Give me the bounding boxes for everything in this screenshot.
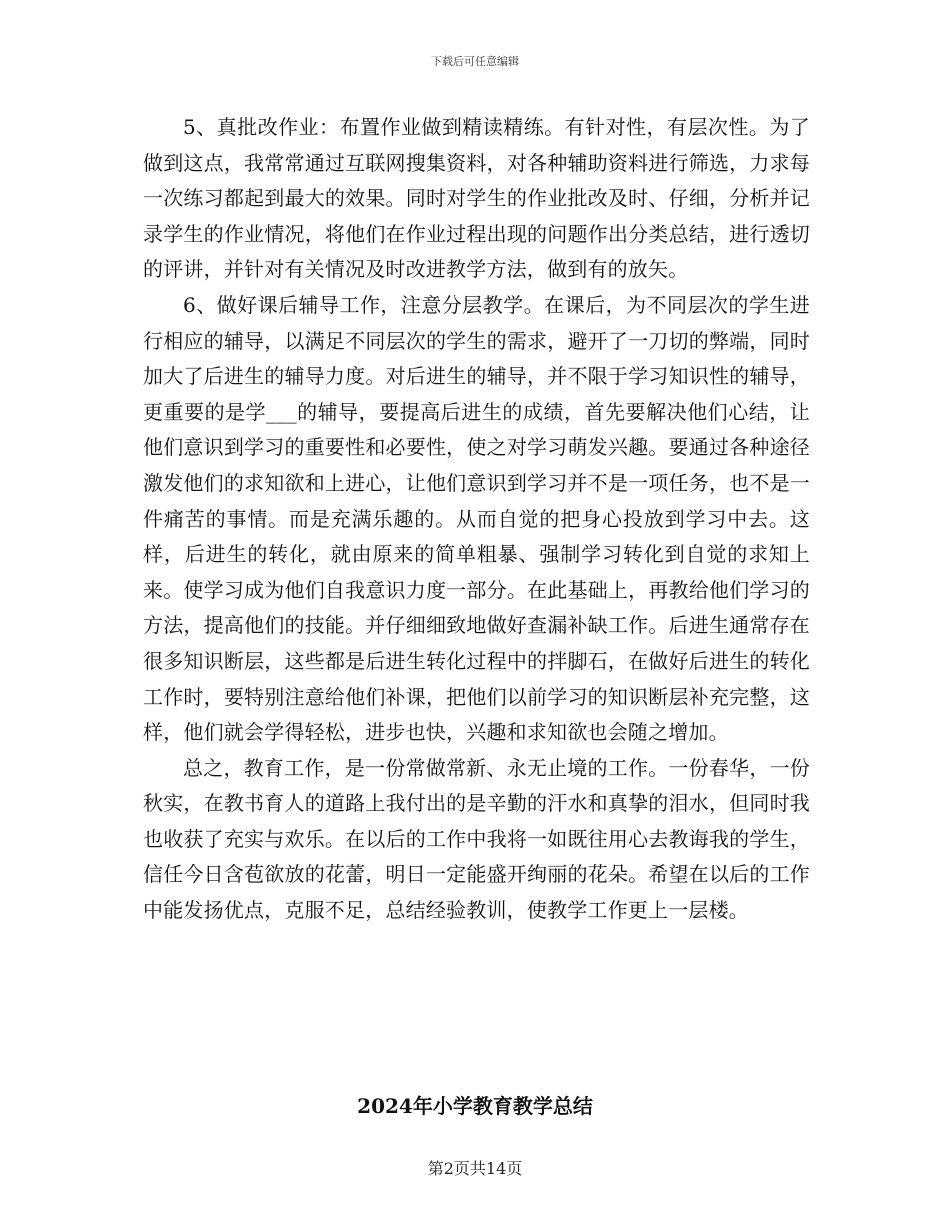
paragraph-homework: 5、真批改作业：布置作业做到精读精练。有针对性，有层次性。为了做到这点，我常常通过互联网搜集资料，对各种辅助资料进行筛选，力求每一次练习都起到最大的效果。同时对学生的作业批改及时、仔细，分析并记录学生的作业情况，将他们在作业过程出现的问题作出分类总结，进行透切的评讲，并针对有关情况及时改进教学方法，做到有的放矢。 bbox=[143, 115, 810, 282]
paragraph-tutoring: 6、做好课后辅导工作，注意分层教学。在课后，为不同层次的学生进行相应的辅导，以满足不同层次的学生的需求，避开了一刀切的弊端，同时加大了后进生的辅导力度。对后进生的辅导，并不限于学习知识性的辅导，更重要的是学___的辅导，要提高后进生的成绩，首先要解决他们心结，让他们意识到学习的重要性和必要性，使之对学习萌发兴趣。要通过各种途径激发他们的求知欲和上进心，让他们意识到学习并不是一项任务，也不是一件痛苦的事情。而是充满乐趣的。从而自觉的把身心投放到学习中去。这样，后进生的转化，就由原来的简单粗暴、强制学习转化到自觉的求知上来。使学习成为他们自我意识力度一部分。在此基础上，再教给他们学习的方法，提高他们的技能。并仔细细致地做好查漏补缺工作。后进生通常存在很多知识断层，这些都是后进生转化过程中的拌脚石，在做好后进生的转化工作时，要特别注意给他们补课，把他们以前学习的知识断层补充完整，这样，他们就会学得轻松，进步也快，兴趣和求知欲也会随之增加。 bbox=[143, 292, 810, 745]
section-title: 2024年小学教育教学总结 bbox=[357, 1094, 593, 1118]
page-footer: 第2页共14页 bbox=[427, 1159, 523, 1178]
page-header: 下载后可任意编辑 bbox=[431, 55, 519, 68]
paragraph-summary: 总之，教育工作，是一份常做常新、永无止境的工作。一份春华，一份秋实，在教书育人的道路上我付出的是辛勤的汗水和真挚的泪水，但同时我也收获了充实与欢乐。在以后的工作中我将一如既往用心去教诲我的学生，信任今日含苞欲放的花蕾，明日一定能盛开绚丽的花朵。希望在以后的工作中能发扬优点，克服不足，总结经验教训，使教学工作更上一层楼。 bbox=[143, 755, 810, 923]
document-body bbox=[143, 110, 810, 929]
